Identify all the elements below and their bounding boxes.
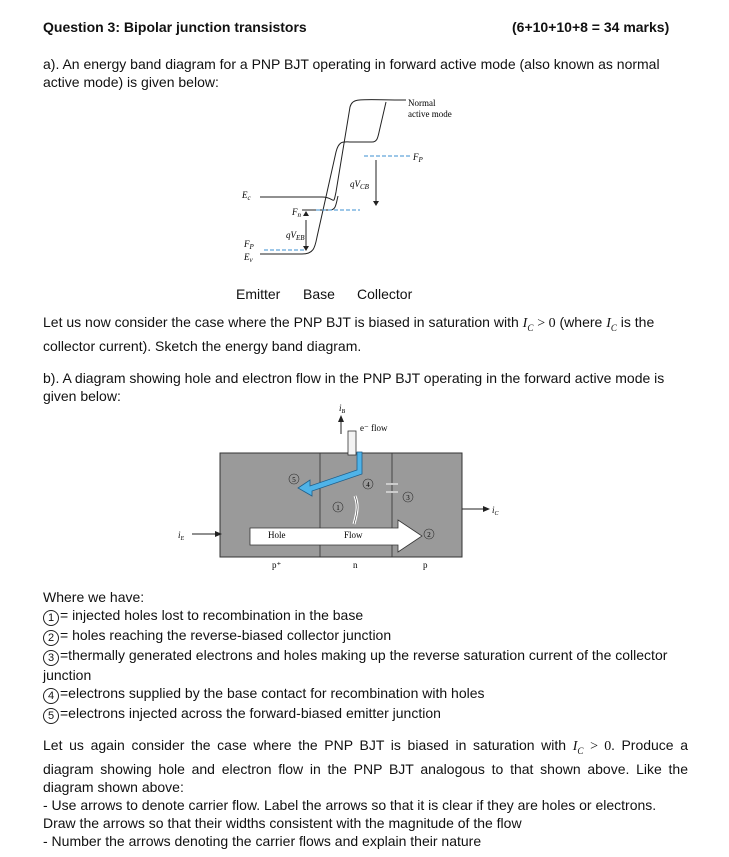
legend-item: 5 =electrons injected across the forward-biased emitter junction — [43, 704, 683, 724]
carrier-flow-diagram — [170, 400, 515, 578]
qvcb-label: $qV_{CB}$ — [350, 179, 369, 191]
fp-left-label: $F_P$ — [244, 239, 254, 251]
bullet-1: - Use arrows to denote carrier flow. Label the arrows so that it is clear if they are holes or electrons. Draw the arrows so that their widths consistent with the magnitude of the flow — [43, 796, 657, 831]
base-contact — [348, 431, 356, 455]
mode-label-normal: Normal — [408, 98, 436, 108]
legend-item: 4 =electrons supplied by the base contact for recombination with holes — [43, 684, 683, 704]
svg-text:2: 2 — [427, 531, 431, 539]
legend-item: 2 = holes reaching the reverse-biased collector junction — [43, 626, 683, 646]
where-heading: Where we have: — [43, 589, 145, 605]
eflow-label: e⁻ flow — [360, 423, 388, 433]
qveb-label: $qV_{EB}$ — [286, 230, 305, 242]
hole-label: Hole — [268, 530, 286, 540]
ie-label: $i_E$ — [178, 530, 185, 542]
region-emitter: Emitter — [236, 286, 281, 302]
ib-label: $i_B$ — [339, 403, 346, 415]
part-b-task-text: Let us again consider the case where the PNP BJT is biased in saturation with $I_C > 0$. Produce a diagram showing hole and electron flow in the PNP BJT analogous to that shown above. Like the diagram shown above: — [43, 737, 689, 795]
question-title: Question 3: Bipolar junction transistors — [43, 19, 307, 35]
region-p-plus: p⁺ — [272, 560, 282, 570]
region-base: Base — [303, 286, 335, 302]
part-a-intro: a). An energy band diagram for a PNP BJT operating in forward active mode (also known as normal active mode) is given below: — [43, 56, 660, 90]
base-ec-step — [302, 196, 338, 210]
region-collector: Collector — [357, 286, 413, 302]
ev-label: $E_v$ — [244, 252, 253, 264]
svg-text:4: 4 — [366, 481, 370, 489]
fn-label: $F_n$ — [292, 207, 301, 219]
legend — [43, 588, 683, 724]
flow-label: Flow — [344, 530, 363, 540]
svg-text:1: 1 — [336, 504, 340, 512]
ec-band-curve — [260, 100, 406, 201]
legend-item: 1 = injected holes lost to recombination in the base — [43, 606, 683, 626]
collector-ec-curve — [350, 102, 386, 142]
part-b-task — [43, 736, 688, 850]
question-marks: (6+10+10+8 = 34 marks) — [512, 19, 670, 35]
mode-label-active: active mode — [408, 109, 452, 119]
ec-label: $E_c$ — [242, 190, 251, 202]
ev-band-curve — [260, 142, 350, 254]
part-a-task: Let us now consider the case where the PNP BJT is biased in saturation with $I_C > 0$ (where $I_C$ is the collector current). Sketch the energy band diagram. — [43, 314, 655, 354]
part-b-intro: b). A diagram showing hole and electron flow in the PNP BJT operating in the forward active mode is given below: — [43, 370, 665, 404]
region-p: p — [423, 560, 428, 570]
fp-right-label: $F_P$ — [413, 152, 423, 164]
bullet-2: - Number the arrows denoting the carrier flows and explain their nature — [43, 832, 482, 849]
energy-band-diagram — [220, 92, 490, 277]
svg-text:5: 5 — [292, 476, 296, 484]
ic-label: $i_C$ — [492, 505, 499, 517]
region-n: n — [353, 560, 358, 570]
legend-item: 3 =thermally generated electrons and holes making up the reverse saturation current of the collector junction — [43, 647, 668, 683]
svg-text:3: 3 — [406, 494, 410, 502]
